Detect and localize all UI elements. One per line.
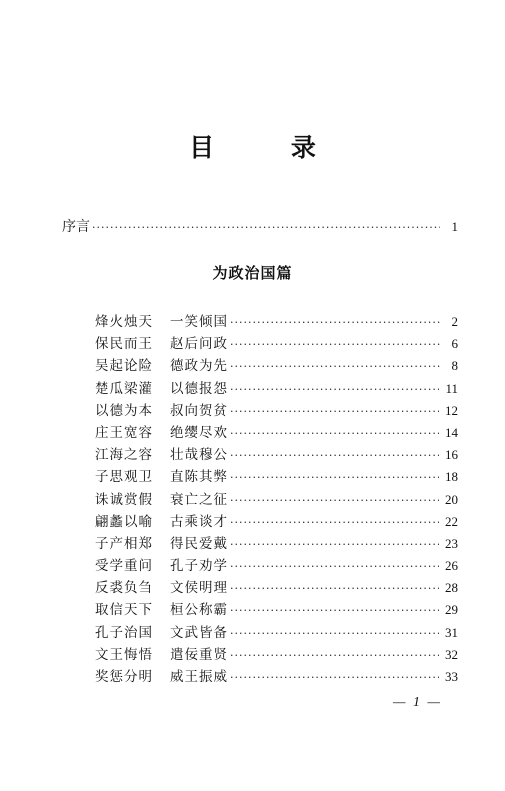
page-title: 目 录 <box>189 133 350 162</box>
toc-entry-page-number: 12 <box>445 402 458 418</box>
toc-entry-page-number: 18 <box>445 469 458 485</box>
toc-entry-left-title: 吴起论险 <box>95 358 153 375</box>
dot-leader <box>230 671 439 684</box>
toc-entry-right-title: 文侯明理 <box>170 580 228 597</box>
toc-entry-page-number: 23 <box>445 535 458 551</box>
toc-entry-page-number: 11 <box>445 380 458 396</box>
toc-entry-page-number: 2 <box>451 314 458 329</box>
page-number-footer: — 1 — <box>393 695 442 710</box>
toc-entry <box>95 399 458 421</box>
preface-label: 序言 <box>62 219 90 235</box>
toc-entry-right-title: 绝缨尽欢 <box>170 424 228 441</box>
toc-entry-page-number: 14 <box>445 424 458 440</box>
dot-leader <box>230 582 439 595</box>
toc-entry <box>95 310 458 332</box>
toc-entry-right-title: 壮哉穆公 <box>170 447 228 464</box>
toc-entry-left-title: 以德为本 <box>95 402 153 419</box>
toc-entry-left-title: 文王悔悟 <box>95 646 153 663</box>
toc-list <box>95 310 458 687</box>
toc-entry-left-title: 取信天下 <box>95 602 153 619</box>
toc-entry <box>95 421 458 443</box>
toc-entry-left-title: 子产相郑 <box>95 535 153 552</box>
toc-entry <box>95 332 458 354</box>
toc-entry-page-number: 8 <box>451 358 458 374</box>
dot-leader <box>230 405 439 418</box>
toc-entry-left-title: 翩蠡以喻 <box>95 513 153 530</box>
dot-leader <box>230 338 440 351</box>
toc-entry <box>95 665 458 687</box>
dot-leader <box>230 627 439 640</box>
toc-entry <box>95 443 458 465</box>
toc-entry-right-title: 直陈其弊 <box>170 469 228 486</box>
dot-leader <box>230 538 439 551</box>
toc-entry-right-title: 叔向贺贫 <box>170 402 228 419</box>
toc-entry-page-number: 28 <box>445 580 458 596</box>
toc-entry <box>95 465 458 487</box>
toc-entry-right-title: 德政为先 <box>170 358 228 375</box>
toc-entry-right-title: 威王振威 <box>170 669 228 685</box>
section-title: 为政治国篇 <box>212 264 293 282</box>
toc-entry-left-title: 反裘负刍 <box>95 580 153 597</box>
toc-entry-left-title: 江海之容 <box>95 447 153 464</box>
dot-leader <box>230 316 440 329</box>
toc-entry-left-title: 庄王宽容 <box>95 424 153 441</box>
toc-entry-left-title: 子思观卫 <box>95 469 153 486</box>
toc-entry-page-number: 22 <box>445 513 458 529</box>
toc-entry-page-number: 31 <box>445 624 458 640</box>
dot-leader <box>230 383 439 396</box>
dot-leader <box>230 449 439 462</box>
toc-entry-page-number: 29 <box>445 602 458 618</box>
dot-leader <box>230 494 439 507</box>
dot-leader <box>230 649 439 662</box>
toc-entry-left-title: 保民而王 <box>95 336 153 353</box>
dot-leader <box>230 471 439 484</box>
toc-entry <box>95 643 458 665</box>
toc-entry-page-number: 32 <box>445 646 458 662</box>
toc-entry <box>95 377 458 399</box>
toc-entry <box>95 576 458 598</box>
toc-entry <box>95 510 458 532</box>
toc-entry-right-title: 古乘谈才 <box>170 513 228 530</box>
toc-entry-right-title: 桓公称霸 <box>170 602 228 619</box>
preface-entry <box>62 216 458 236</box>
toc-entry <box>95 598 458 620</box>
dot-leader <box>230 516 439 529</box>
toc-entry-right-title: 以德报怨 <box>170 380 228 397</box>
toc-entry <box>95 532 458 554</box>
toc-entry <box>95 488 458 510</box>
toc-entry-page-number: 20 <box>445 491 458 507</box>
toc-entry-right-title: 遣佞重贤 <box>170 646 228 663</box>
toc-entry <box>95 354 458 376</box>
toc-entry-right-title: 得民爱戴 <box>170 535 228 552</box>
toc-entry <box>95 621 458 643</box>
dot-leader <box>230 560 439 573</box>
dot-leader <box>230 360 440 373</box>
toc-entry-right-title: 孔子劝学 <box>170 558 228 575</box>
toc-entry-page-number: 26 <box>445 558 458 574</box>
toc-entry-right-title: 一笑倾国 <box>170 314 228 330</box>
toc-entry-left-title: 受学重问 <box>95 558 153 575</box>
preface-page-number: 1 <box>451 219 458 234</box>
toc-entry-left-title: 楚瓜梁灌 <box>95 380 153 397</box>
toc-entry <box>95 554 458 576</box>
dot-leader <box>92 221 440 234</box>
toc-entry-page-number: 16 <box>445 447 458 463</box>
toc-entry-page-number: 33 <box>445 669 458 684</box>
toc-entry-right-title: 赵后问政 <box>170 336 228 353</box>
dot-leader <box>230 427 439 440</box>
toc-entry-right-title: 文武皆备 <box>170 624 228 641</box>
toc-entry-left-title: 奖惩分明 <box>95 669 153 685</box>
toc-entry-left-title: 烽火烛天 <box>95 314 153 330</box>
toc-entry-right-title: 衰亡之征 <box>170 491 228 508</box>
dot-leader <box>230 604 439 617</box>
toc-entry-left-title: 诛诚赏假 <box>95 491 153 508</box>
toc-entry-left-title: 孔子治国 <box>95 624 153 641</box>
toc-entry-page-number: 6 <box>451 336 458 352</box>
